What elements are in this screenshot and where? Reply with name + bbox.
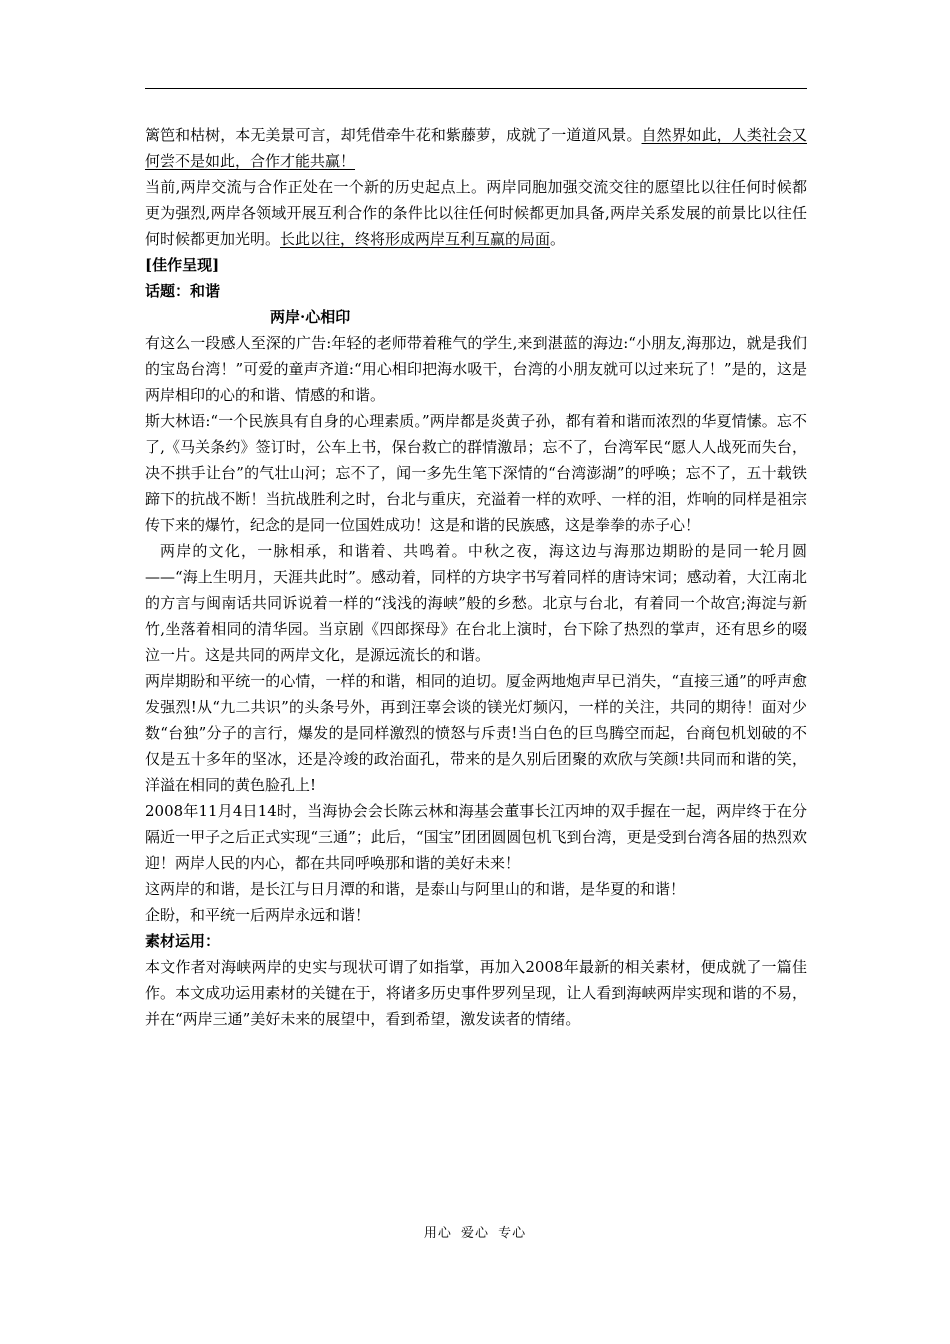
section-heading-material: 素材运用： [145,932,221,950]
document-body [145,122,807,1032]
essay-paragraph: 有这么一段感人至深的广告:年轻的老师带着稚气的学生,来到湛蓝的海边:“小朋友,海那边，就是我们的宝岛台湾！”可爱的童声齐道:“用心相印把海水吸干，台湾的小朋友就可以过来玩了！”是的，这是两岸相印的心的和谐、情感的和谐。 [145,334,807,404]
intro-paragraph-2-text: 当前,两岸交流与合作正处在一个新的历史起点上。两岸同胞加强交流交往的愿望比以往任何时候都更为强烈,两岸各领域开展互利合作的条件比以往任何时候都更加具备,两岸关系发展的前景比以往任何时候都更加光明。 [145,178,807,248]
header-rule [145,88,807,89]
essay-paragraph: 两岸的文化，一脉相承，和谐着、共鸣着。中秋之夜，海这边与海那边期盼的是同一轮月圆——“海上生明月，天涯共此时”。感动着，同样的方块字书写着同样的唐诗宋词；感动着，大江南北的方言与闽南话共同诉说着一样的“浅浅的海峡”般的乡愁。北京与台北，有着同一个故宫;海淀与新竹,坐落着相同的清华园。当京剧《四郎探母》在台北上演时，台下除了热烈的掌声，还有思乡的啜泣一片。这是共同的两岸文化，是源远流长的和谐。 [145,542,807,664]
intro-paragraph-1 [145,122,807,174]
essay-paragraph: 企盼，和平统一后两岸永远和谐！ [145,906,371,924]
intro-paragraph-2 [145,174,807,252]
essay-paragraph: 2008年11月4日14时，当海协会会长陈云林和海基会董事长江丙坤的双手握在一起，两岸终于在分隔近一甲子之后正式实现“三通”；此后，“国宝”团团圆圆包机飞到台湾，更是受到台湾各届的热烈欢迎！两岸人民的内心，都在共同呼唤那和谐的美好未来！ [145,802,807,872]
intro-paragraph-2-underlined: 长此以往，终将形成两岸互利互赢的局面 [280,230,551,248]
page-footer: 用心 爱心 专心 [423,1226,527,1241]
essay-paragraph: 这两岸的和谐，是长江与日月潭的和谐，是泰山与阿里山的和谐，是华夏的和谐！ [145,880,686,898]
topic-heading: 话题：和谐 [145,282,221,300]
essay-paragraph: 斯大林语:“一个民族具有自身的心理素质。”两岸都是炎黄子孙，都有着和谐而浓烈的华夏情愫。忘不了,《马关条约》签订时，公车上书，保台救亡的群情激昂；忘不了，台湾军民“愿人人战死而失台，决不拱手让台”的气壮山河；忘不了，闻一多先生笔下深情的“台湾澎湖”的呼唤；忘不了，五十载铁蹄下的抗战不断！当抗战胜利之时，台北与重庆，充溢着一样的欢呼、一样的泪，炸响的同样是祖宗传下来的爆竹，纪念的是同一位国姓成功！这是和谐的民族感，这是拳拳的赤子心！ [145,412,807,534]
intro-paragraph-2-end: 。 [550,230,566,248]
essay-title: 两岸·心相印 [270,308,351,326]
analysis-paragraph: 本文作者对海峡两岸的史实与现状可谓了如指掌，再加入2008年最新的相关素材，便成就了一篇佳作。本文成功运用素材的关键在于，将诸多历史事件罗列呈现，让人看到海峡两岸实现和谐的不易，并在“两岸三通”美好未来的展望中，看到希望，激发读者的情绪。 [145,958,807,1028]
intro-paragraph-1-underlined: 自然界如此，人类社会又何尝不是如此，合作才能共赢！ [145,126,807,170]
section-heading-showcase: [佳作呈现] [145,256,220,274]
essay-paragraph: 两岸期盼和平统一的心情，一样的和谐，相同的迫切。厦金两地炮声早已消失，“直接三通”的呼声愈发强烈!从“九二共识”的头条号外，再到汪辜会谈的镁光灯频闪，一样的关注，共同的期待！面对少数“台独”分子的言行，爆发的是同样激烈的愤怒与斥责!当白色的巨鸟腾空而起，台商包机划破的不仅是五十多年的坚冰，还是冷竣的政治面孔，带来的是久别后团聚的欢欣与笑颜!共同而和谐的笑，洋溢在相同的黄色脸孔上! [145,672,807,794]
intro-paragraph-1-text: 篱笆和枯树，本无美景可言，却凭借牵牛花和紫藤萝，成就了一道道风景。 [145,126,642,144]
